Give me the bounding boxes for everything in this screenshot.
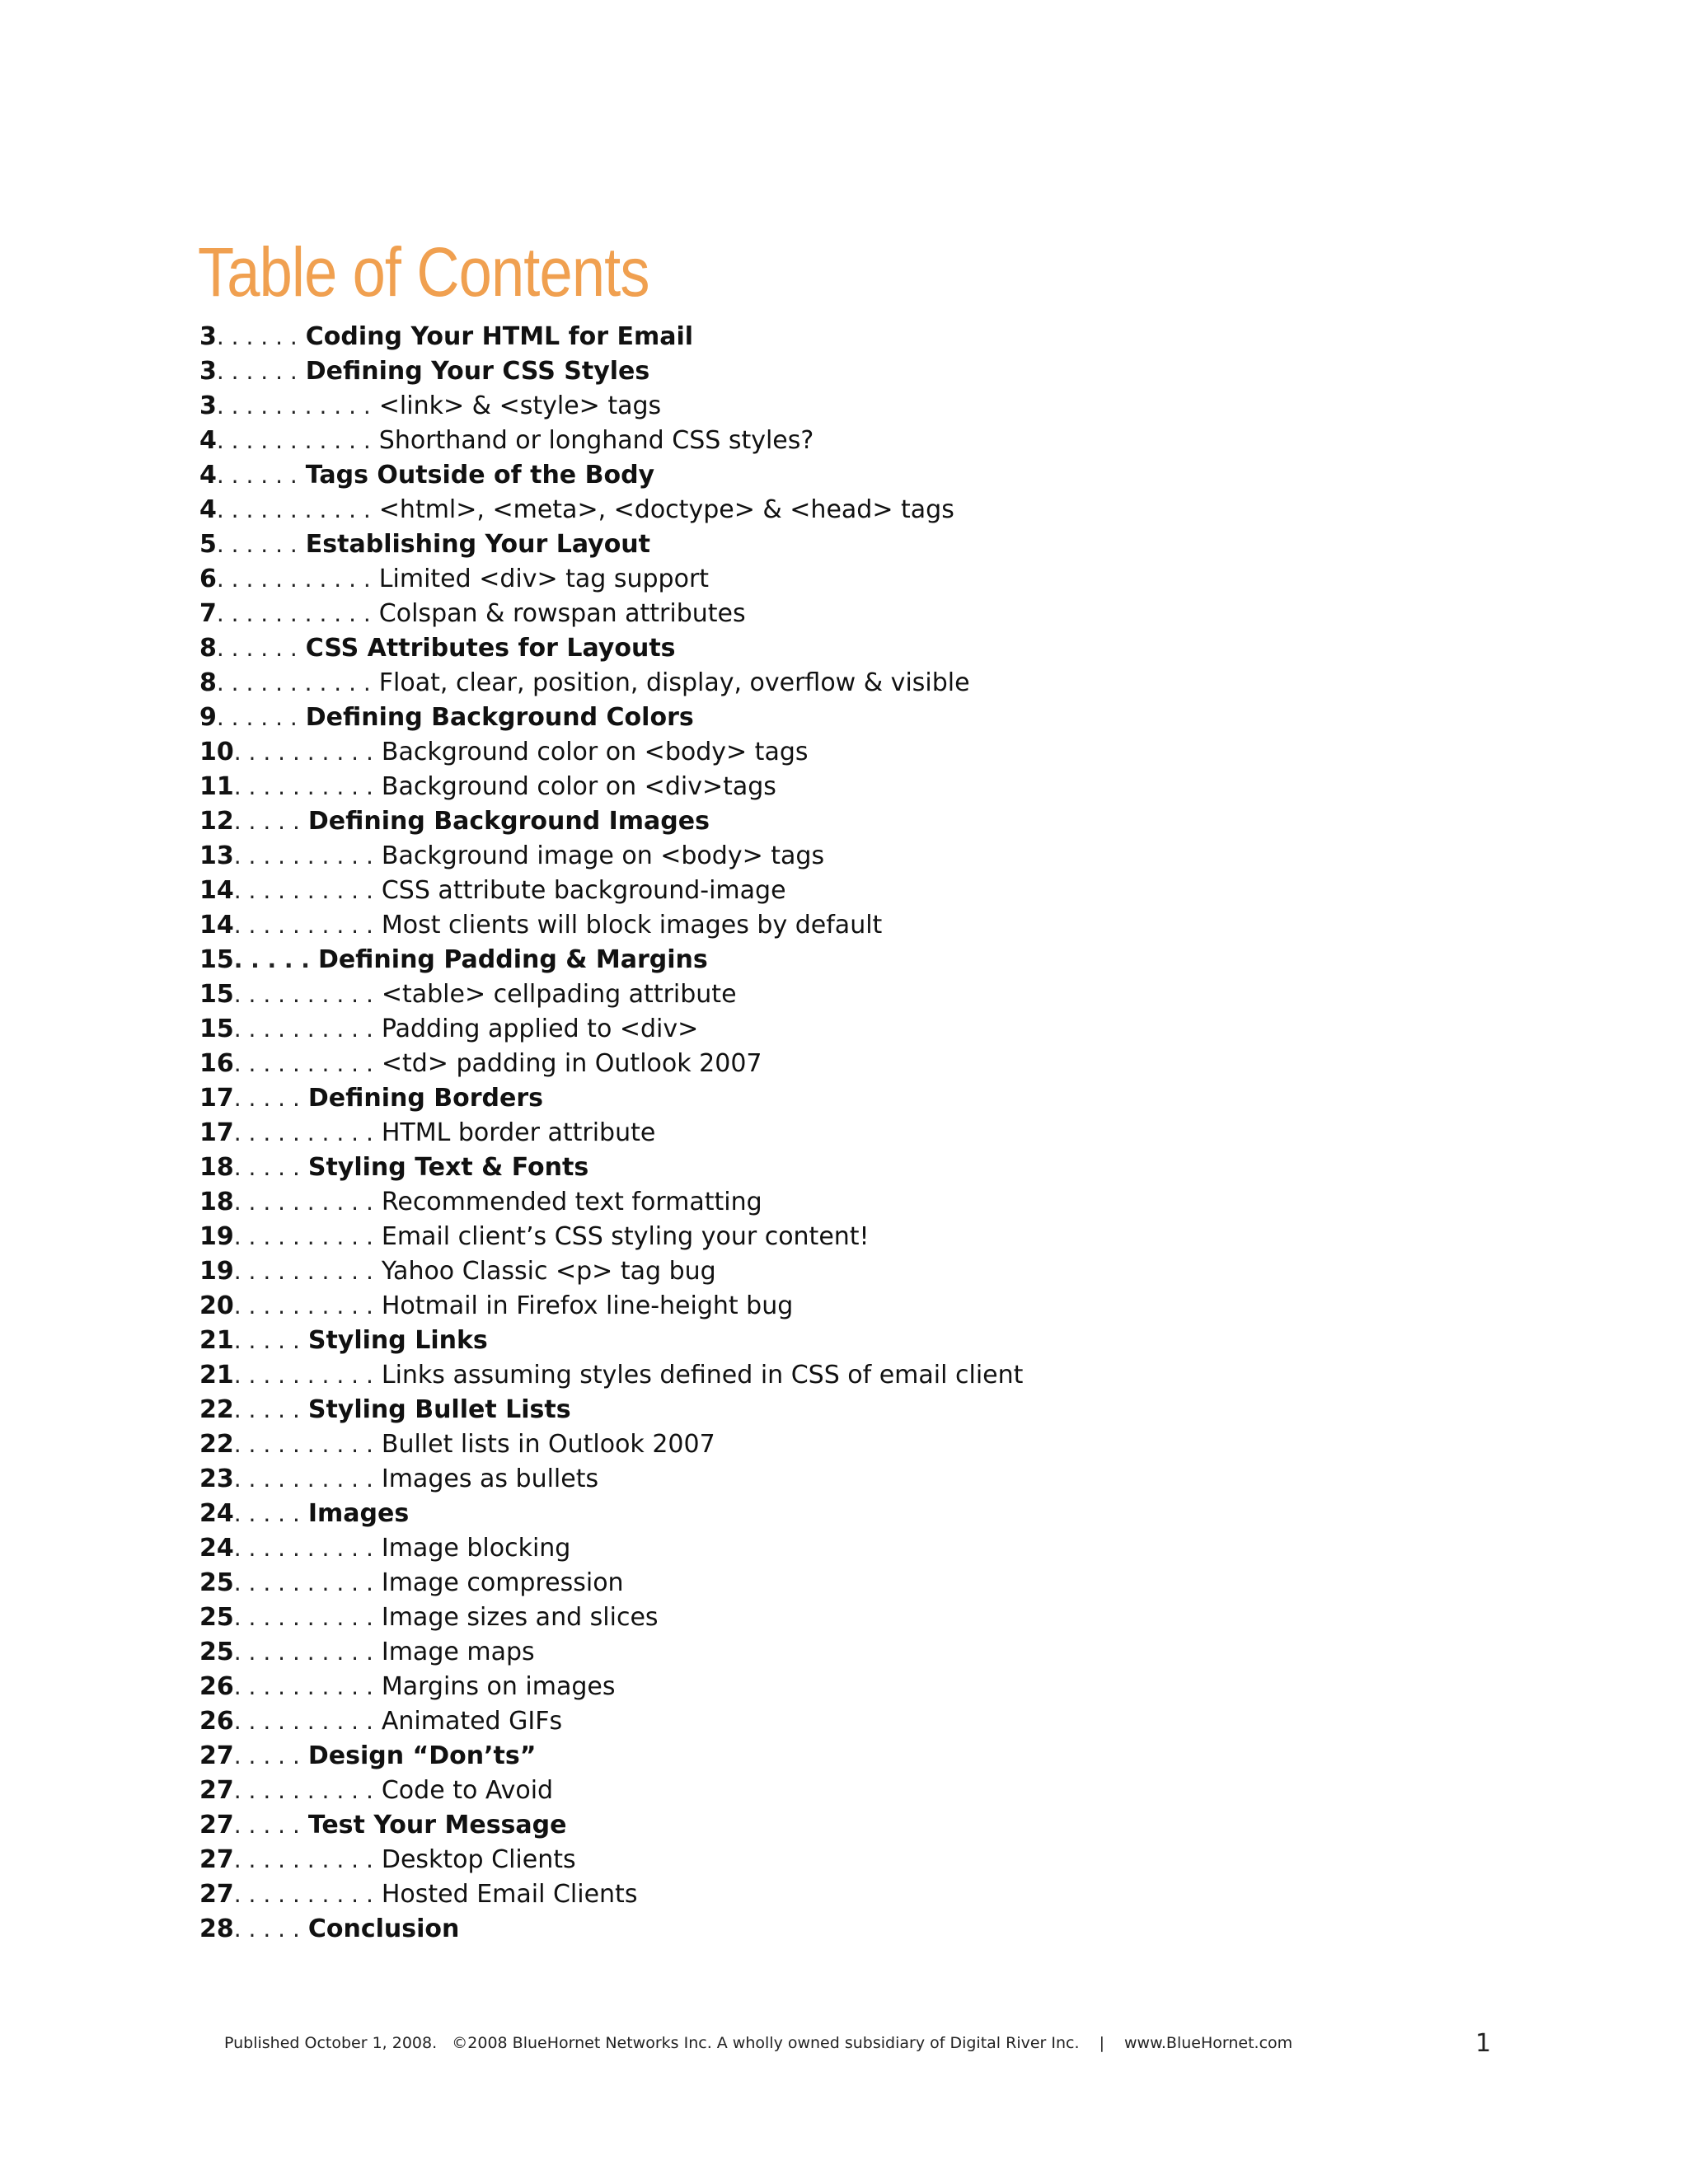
footer-separator: | <box>1099 2034 1104 2052</box>
toc-subsection-title: Colspan & rowspan attributes <box>378 599 746 628</box>
toc-entry[interactable] <box>199 1704 1023 1739</box>
toc-section-title: Defining Padding & Margins <box>317 945 708 974</box>
toc-subsection-title: Limited <div> tag support <box>378 565 710 593</box>
toc-page-number: 27 <box>199 1741 234 1770</box>
toc-subsection-title: <td> padding in Outlook 2007 <box>381 1049 762 1078</box>
toc-leader-dots: . . . . . . . . . . <box>233 877 373 904</box>
toc-leader-dots: . . . . . . . . . . <box>233 1777 373 1804</box>
toc-entry[interactable] <box>199 1185 1023 1220</box>
toc-leader-dots: . . . . . . <box>216 323 298 350</box>
toc-subsection-title: Images as bullets <box>381 1465 599 1493</box>
toc-section-title: Tags Outside of the Body <box>305 461 655 490</box>
toc-subsection-title: Most clients will block images by default <box>381 911 883 940</box>
toc-page-number: 4 <box>199 495 217 524</box>
footer-copyright: ©2008 BlueHornet Networks Inc. A wholly owned subsidiary of Digital River Inc. <box>452 2034 1080 2052</box>
toc-page-number: 27 <box>199 1776 234 1805</box>
toc-page-number: 14 <box>199 876 234 905</box>
toc-subsection-title: Email client’s CSS styling your content! <box>381 1222 870 1251</box>
toc-section-title: Conclusion <box>307 1915 460 1943</box>
toc-page-number: 26 <box>199 1672 234 1701</box>
toc-entry[interactable] <box>199 874 1023 908</box>
toc-leader-dots: . . . . . . . . . . <box>233 1535 373 1562</box>
toc-section-title: Styling Bullet Lists <box>307 1395 571 1424</box>
toc-leader-dots: . . . . . . . . . . <box>233 738 373 766</box>
toc-page-number: 26 <box>199 1707 234 1736</box>
toc-subsection-title: Float, clear, position, display, overflow & visible <box>378 668 970 697</box>
toc-subsection-title: Image compression <box>381 1568 624 1597</box>
toc-entry[interactable] <box>199 1289 1023 1324</box>
toc-page-number: 23 <box>199 1465 234 1493</box>
toc-subsection-title: HTML border attribute <box>381 1118 656 1147</box>
toc-leader-dots: . . . . . . . . . . <box>233 1569 373 1596</box>
toc-entry[interactable] <box>199 527 1023 562</box>
toc-page-number: 5 <box>199 530 217 559</box>
toc-subsection-title: Yahoo Classic <p> tag bug <box>381 1257 716 1286</box>
toc-entry[interactable] <box>199 1047 1023 1081</box>
toc-subsection-title: Margins on images <box>381 1672 616 1701</box>
footer-published: Published October 1, 2008. <box>224 2034 438 2052</box>
toc-section-title: CSS Attributes for Layouts <box>305 634 676 663</box>
toc-leader-dots: . . . . . . . . . . <box>233 1361 373 1389</box>
toc-page-number: 27 <box>199 1845 234 1874</box>
toc-leader-dots: . . . . . . . . . . <box>233 1465 373 1493</box>
toc-subsection-title: <link> & <style> tags <box>378 391 662 420</box>
toc-leader-dots: . . . . . . . . . . . <box>216 496 371 523</box>
toc-leader-dots: . . . . . . . . . . . <box>216 392 371 419</box>
toc-entry[interactable] <box>199 1601 1023 1635</box>
toc-section-title: Coding Your HTML for Email <box>305 322 694 351</box>
toc-section-title: Test Your Message <box>307 1811 567 1840</box>
toc-leader-dots: . . . . . . . . . . <box>233 1188 373 1216</box>
toc-leader-dots: . . . . . . . . . . <box>233 1638 373 1666</box>
toc-entry[interactable] <box>199 701 1023 735</box>
toc-entry[interactable] <box>199 354 1023 389</box>
toc-page-number: 14 <box>199 911 234 940</box>
toc-section-title: Styling Links <box>307 1326 488 1355</box>
toc-subsection-title: Shorthand or longhand CSS styles? <box>378 426 814 455</box>
toc-entry[interactable] <box>199 804 1023 839</box>
toc-page-number: 27 <box>199 1880 234 1909</box>
toc-entry[interactable] <box>199 1877 1023 1912</box>
toc-page-number: 15 <box>199 1015 234 1043</box>
toc-section-title: Defining Background Colors <box>305 703 694 732</box>
toc-subsection-title: <html>, <meta>, <doctype> & <head> tags <box>378 495 954 524</box>
toc-page-number: 22 <box>199 1395 234 1424</box>
toc-entry[interactable] <box>199 1462 1023 1497</box>
toc-leader-dots: . . . . . . . . . . <box>233 981 373 1008</box>
toc-entry[interactable] <box>199 1012 1023 1047</box>
toc-page-number: 25 <box>199 1638 234 1666</box>
toc-entry[interactable] <box>199 1843 1023 1877</box>
toc-page-number: 6 <box>199 565 217 593</box>
toc-leader-dots: . . . . . . . . . . . <box>216 600 371 627</box>
toc-section-title: Images <box>307 1499 410 1528</box>
toc-page-number: 3 <box>199 391 217 420</box>
toc-subsection-title: Hotmail in Firefox line-height bug <box>381 1291 794 1320</box>
toc-subsection-title: Animated GIFs <box>381 1707 563 1736</box>
toc-leader-dots: . . . . . . . . . . <box>233 773 373 800</box>
toc-leader-dots: . . . . . . . . . . <box>233 1604 373 1631</box>
toc-entry[interactable] <box>199 1739 1023 1774</box>
toc-page-number: 9 <box>199 703 217 732</box>
toc-page-number: 13 <box>199 841 234 870</box>
toc-subsection-title: Code to Avoid <box>381 1776 554 1805</box>
toc-entry[interactable] <box>199 943 1023 977</box>
toc-entry[interactable] <box>199 458 1023 493</box>
toc-page-number: 8 <box>199 668 217 697</box>
toc-subsection-title: Hosted Email Clients <box>381 1880 638 1909</box>
toc-entry[interactable] <box>199 735 1023 770</box>
toc-page-number: 21 <box>199 1361 234 1390</box>
toc-leader-dots: . . . . . . . . . . <box>233 1708 373 1735</box>
toc-entry[interactable] <box>199 666 1023 701</box>
toc-subsection-title: Padding applied to <div> <box>381 1015 699 1043</box>
toc-subsection-title: Links assuming styles defined in CSS of email client <box>381 1361 1024 1390</box>
toc-section-title: Styling Text & Fonts <box>307 1153 589 1182</box>
toc-entry[interactable] <box>199 1220 1023 1254</box>
toc-entry[interactable] <box>199 1081 1023 1116</box>
toc-entry[interactable] <box>199 1774 1023 1808</box>
toc-entry[interactable] <box>199 1912 1023 1947</box>
toc-page-number: 3 <box>199 357 217 386</box>
toc-entry[interactable] <box>199 562 1023 597</box>
toc-subsection-title: Recommended text formatting <box>381 1188 762 1216</box>
toc-section-title: Establishing Your Layout <box>305 530 651 559</box>
toc-page-number: 11 <box>199 772 234 801</box>
page-title: Table of Contents <box>198 233 649 311</box>
toc-entry[interactable] <box>199 1358 1023 1393</box>
toc-entry[interactable] <box>199 424 1023 458</box>
toc-page-number: 25 <box>199 1568 234 1597</box>
toc-entry[interactable] <box>199 839 1023 874</box>
toc-leader-dots: . . . . . . . . . . <box>233 1673 373 1700</box>
toc-subsection-title: Background color on <body> tags <box>381 738 809 766</box>
toc-entry[interactable] <box>199 631 1023 666</box>
toc-leader-dots: . . . . . . <box>216 462 298 489</box>
toc-page-number: 25 <box>199 1603 234 1632</box>
toc-page-number: 19 <box>199 1257 234 1286</box>
toc-entry[interactable] <box>199 597 1023 631</box>
toc-subsection-title: Background color on <div>tags <box>381 772 776 801</box>
toc-page-number: 10 <box>199 738 234 766</box>
toc-entry[interactable] <box>199 389 1023 424</box>
toc-leader-dots: . . . . . . . . . . . <box>216 669 371 696</box>
toc-leader-dots: . . . . . . . . . . <box>233 912 373 939</box>
toc-page-number: 4 <box>199 426 217 455</box>
toc-page-number: 22 <box>199 1430 234 1459</box>
toc-page-number: 19 <box>199 1222 234 1251</box>
toc-leader-dots: . . . . . <box>233 1154 300 1181</box>
toc-leader-dots: . . . . . . . . . . <box>233 1119 373 1146</box>
toc-leader-dots: . . . . . . . . . . <box>233 1292 373 1319</box>
toc-page-number: 28 <box>199 1915 234 1943</box>
toc-leader-dots: . . . . . . . . . . <box>233 1846 373 1873</box>
toc-entry[interactable] <box>199 320 1023 354</box>
toc-leader-dots: . . . . . <box>233 1811 300 1839</box>
toc-entry[interactable] <box>199 1670 1023 1704</box>
page-number: 1 <box>1475 2029 1492 2058</box>
toc-entry[interactable] <box>199 1427 1023 1462</box>
toc-leader-dots: . . . . . . . . . . <box>233 1223 373 1250</box>
toc-leader-dots: . . . . . <box>233 946 310 973</box>
toc-entry[interactable] <box>199 1635 1023 1670</box>
toc-leader-dots: . . . . . <box>233 1396 300 1423</box>
toc-page-number: 15 <box>199 980 234 1009</box>
toc-entry[interactable] <box>199 1531 1023 1566</box>
toc-subsection-title: Bullet lists in Outlook 2007 <box>381 1430 715 1459</box>
toc-leader-dots: . . . . . . . . . . . <box>216 427 371 454</box>
toc-page-number: 18 <box>199 1188 234 1216</box>
toc-page-number: 24 <box>199 1499 234 1528</box>
toc-entry[interactable] <box>199 1116 1023 1151</box>
footer <box>224 2034 1292 2052</box>
toc-subsection-title: CSS attribute background-image <box>381 876 786 905</box>
toc-leader-dots: . . . . . . . . . . . <box>216 565 371 593</box>
toc-entry[interactable] <box>199 1566 1023 1601</box>
toc-page-number: 15 <box>199 945 234 974</box>
toc-page-number: 24 <box>199 1534 234 1563</box>
toc-subsection-title: Background image on <body> tags <box>381 841 825 870</box>
toc-subsection-title: <table> cellpading attribute <box>381 980 737 1009</box>
toc-page-number: 4 <box>199 461 217 490</box>
toc-leader-dots: . . . . . <box>233 808 300 835</box>
toc-entry[interactable] <box>199 1808 1023 1843</box>
toc-page-number: 7 <box>199 599 217 628</box>
toc-entry[interactable] <box>199 1254 1023 1289</box>
toc-subsection-title: Desktop Clients <box>381 1845 576 1874</box>
toc-page-number: 16 <box>199 1049 234 1078</box>
toc-leader-dots: . . . . . . . . . . <box>233 842 373 869</box>
toc-page-number: 17 <box>199 1084 234 1113</box>
toc-entry[interactable] <box>199 1393 1023 1427</box>
toc-entry[interactable] <box>199 493 1023 527</box>
toc-subsection-title: Image maps <box>381 1638 535 1666</box>
toc-section-title: Design “Don’ts” <box>307 1741 537 1770</box>
toc-page-number: 18 <box>199 1153 234 1182</box>
toc-section-title: Defining Background Images <box>307 807 710 836</box>
toc-leader-dots: . . . . . <box>233 1327 300 1354</box>
toc-leader-dots: . . . . . . . . . . <box>233 1015 373 1043</box>
toc-leader-dots: . . . . . <box>233 1085 300 1112</box>
toc-subsection-title: Image blocking <box>381 1534 571 1563</box>
toc-page-number: 27 <box>199 1811 234 1840</box>
toc-page-number: 20 <box>199 1291 234 1320</box>
toc-leader-dots: . . . . . . <box>216 704 298 731</box>
toc-entry[interactable] <box>199 1324 1023 1358</box>
toc-leader-dots: . . . . . . <box>216 531 298 558</box>
toc-page-number: 3 <box>199 322 217 351</box>
footer-website[interactable]: www.BlueHornet.com <box>1124 2034 1293 2052</box>
toc-leader-dots: . . . . . . <box>216 635 298 662</box>
toc-page-number: 8 <box>199 634 217 663</box>
toc-leader-dots: . . . . . . . . . . <box>233 1050 373 1077</box>
toc-section-title: Defining Your CSS Styles <box>305 357 650 386</box>
toc-entry[interactable] <box>199 770 1023 804</box>
toc-leader-dots: . . . . . <box>233 1500 300 1527</box>
toc-leader-dots: . . . . . . . . . . <box>233 1258 373 1285</box>
toc-page-number: 12 <box>199 807 234 836</box>
toc-section-title: Defining Borders <box>307 1084 544 1113</box>
toc-leader-dots: . . . . . . . . . . <box>233 1431 373 1458</box>
toc-subsection-title: Image sizes and slices <box>381 1603 659 1632</box>
toc-leader-dots: . . . . . <box>233 1915 300 1943</box>
table-of-contents <box>199 320 1023 1947</box>
toc-entry[interactable] <box>199 1497 1023 1531</box>
toc-entry[interactable] <box>199 977 1023 1012</box>
toc-leader-dots: . . . . . <box>233 1742 300 1769</box>
toc-entry[interactable] <box>199 1151 1023 1185</box>
toc-entry[interactable] <box>199 908 1023 943</box>
toc-leader-dots: . . . . . . <box>216 358 298 385</box>
toc-leader-dots: . . . . . . . . . . <box>233 1881 373 1908</box>
toc-page-number: 21 <box>199 1326 234 1355</box>
toc-page-number: 17 <box>199 1118 234 1147</box>
